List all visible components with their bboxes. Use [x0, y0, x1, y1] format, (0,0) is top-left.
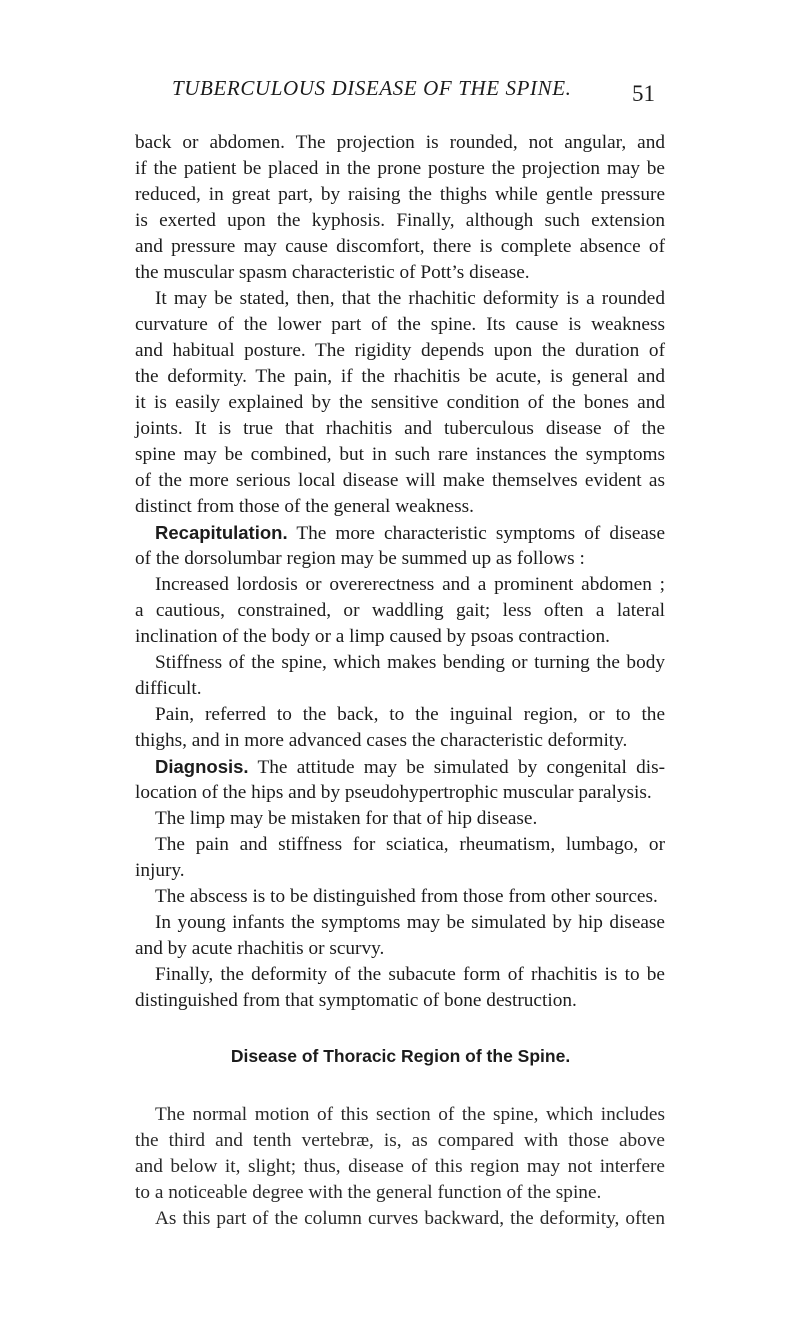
text-line: The normal motion of this section of the spine, which includes — [155, 1104, 665, 1125]
text-line: In young infants the symptoms may be simulated by hip disease — [155, 912, 665, 933]
text-line — [155, 520, 665, 547]
text-line — [155, 754, 665, 781]
text-line: a cautious, constrained, or waddling gait; less often a lateral — [135, 600, 665, 621]
text-line: Pain, referred to the back, to the inguinal region, or to the — [155, 704, 665, 725]
text-line: it is easily explained by the sensitive condition of the bones and — [135, 392, 665, 413]
text-line: distinct from those of the general weakness. — [135, 496, 474, 517]
text-line: the deformity. The pain, if the rhachitis be acute, is general and — [135, 366, 665, 387]
running-head — [0, 76, 801, 106]
text-line: the muscular spasm characteristic of Pott’s disease. — [135, 262, 530, 283]
text-line: joints. It is true that rhachitis and tuberculous disease of the — [135, 418, 665, 439]
text-line: curvature of the lower part of the spine. Its cause is weakness — [135, 314, 665, 335]
section-heading: Disease of Thoracic Region of the Spine. — [230, 1046, 571, 1066]
text-line: Finally, the deformity of the subacute form of rhachitis is to be — [155, 964, 665, 985]
text-line: of the dorsolumbar region may be summed up as follows : — [135, 548, 585, 569]
text-run: The attitude may be simulated by congenital dis- — [248, 757, 665, 778]
text-line: of the more serious local disease will make themselves evident as — [135, 470, 665, 491]
text-line: to a noticeable degree with the general function of the spine. — [135, 1182, 602, 1203]
side-heading-diagnosis: Diagnosis. — [155, 756, 249, 777]
page-number: 51 — [632, 81, 655, 106]
text-line: and below it, slight; thus, disease of this region may not interfere — [135, 1156, 665, 1177]
text-line: difficult. — [135, 678, 202, 699]
text-line: and pressure may cause discomfort, there is complete absence of — [135, 236, 665, 257]
text-line: thighs, and in more advanced cases the characteristic deformity. — [135, 730, 628, 751]
text-line: inclination of the body or a limp caused by psoas contraction. — [135, 626, 610, 647]
side-heading-recapitulation: Recapitulation. — [155, 522, 288, 543]
text-line: The limp may be mistaken for that of hip disease. — [155, 808, 538, 829]
text-line: The abscess is to be distinguished from those from other sources. — [155, 886, 658, 907]
text-run: The more characteristic symptoms of disease — [287, 523, 665, 544]
text-line: and by acute rhachitis or scurvy. — [135, 938, 385, 959]
text-line: injury. — [135, 860, 185, 881]
text-line: is exerted upon the kyphosis. Finally, although such extension — [135, 210, 665, 231]
text-line: location of the hips and by pseudohypertrophic muscular paralysis. — [135, 782, 652, 803]
text-line: The pain and stiffness for sciatica, rheumatism, lumbago, or — [155, 834, 665, 855]
text-line: and habitual posture. The rigidity depends upon the duration of — [135, 340, 665, 361]
text-line: back or abdomen. The projection is rounded, not angular, and — [135, 132, 665, 153]
text-line: It may be stated, then, that the rhachitic deformity is a rounded — [155, 288, 665, 309]
text-line: spine may be combined, but in such rare instances the symptoms — [135, 444, 665, 465]
text-line: Stiffness of the spine, which makes bending or turning the body — [155, 652, 665, 673]
text-line: reduced, in great part, by raising the thighs while gentle pressure — [135, 184, 665, 205]
text-line: if the patient be placed in the prone posture the projection may be — [135, 158, 665, 179]
text-line: Increased lordosis or overerectness and a prominent abdomen ; — [155, 574, 665, 595]
text-line: As this part of the column curves backward, the deformity, often — [155, 1208, 665, 1229]
running-title: TUBERCULOUS DISEASE OF THE SPINE. — [172, 76, 572, 100]
text-line: distinguished from that symptomatic of bone destruction. — [135, 990, 577, 1011]
text-line: the third and tenth vertebræ, is, as compared with those above — [135, 1130, 665, 1151]
